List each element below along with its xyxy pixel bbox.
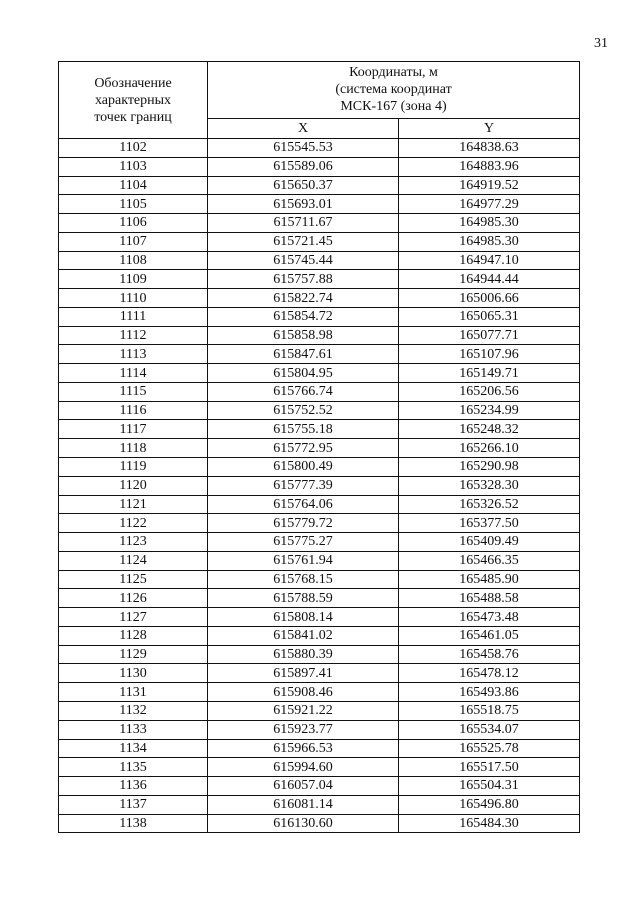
table-row xyxy=(59,533,580,552)
x-coordinate-cell: 615777.39 xyxy=(208,476,399,495)
table-row xyxy=(59,795,580,814)
page-number: 31 xyxy=(594,36,608,51)
table-row xyxy=(59,458,580,477)
coordinates-header-line1: Координаты, м xyxy=(349,65,438,81)
table-row xyxy=(59,345,580,364)
coordinates-table xyxy=(58,61,580,833)
point-id-cell: 1119 xyxy=(59,458,208,477)
x-coordinate-cell: 615711.67 xyxy=(208,214,399,233)
x-coordinate-cell: 615804.95 xyxy=(208,364,399,383)
x-coordinate-cell: 615788.59 xyxy=(208,589,399,608)
point-id-cell: 1106 xyxy=(59,214,208,233)
y-coordinate-cell: 165377.50 xyxy=(399,514,580,533)
point-id-cell: 1109 xyxy=(59,270,208,289)
y-coordinate-cell: 165065.31 xyxy=(399,307,580,326)
table-row xyxy=(59,814,580,833)
table-row xyxy=(59,157,580,176)
table-row xyxy=(59,139,580,158)
x-coordinate-cell: 615589.06 xyxy=(208,157,399,176)
x-coordinate-cell: 615650.37 xyxy=(208,176,399,195)
x-coordinate-cell: 615772.95 xyxy=(208,439,399,458)
point-id-cell: 1120 xyxy=(59,476,208,495)
y-coordinate-cell: 164977.29 xyxy=(399,195,580,214)
table-row xyxy=(59,570,580,589)
x-coordinate-cell: 615897.41 xyxy=(208,664,399,683)
y-coordinate-cell: 165525.78 xyxy=(399,739,580,758)
point-id-cell: 1111 xyxy=(59,307,208,326)
x-coordinate-cell: 615545.53 xyxy=(208,139,399,158)
point-id-cell: 1136 xyxy=(59,777,208,796)
table-row xyxy=(59,514,580,533)
y-coordinate-cell: 165409.49 xyxy=(399,533,580,552)
y-coordinate-cell: 165484.30 xyxy=(399,814,580,833)
point-id-cell: 1130 xyxy=(59,664,208,683)
y-coordinate-cell: 165496.80 xyxy=(399,795,580,814)
y-coordinate-cell: 165461.05 xyxy=(399,626,580,645)
point-id-cell: 1112 xyxy=(59,326,208,345)
point-id-cell: 1132 xyxy=(59,701,208,720)
x-coordinate-cell: 615854.72 xyxy=(208,307,399,326)
y-coordinate-cell: 165290.98 xyxy=(399,458,580,477)
table-row xyxy=(59,777,580,796)
y-coordinate-cell: 165077.71 xyxy=(399,326,580,345)
table-row xyxy=(59,270,580,289)
point-id-cell: 1137 xyxy=(59,795,208,814)
x-coordinate-cell: 615757.88 xyxy=(208,270,399,289)
x-coordinate-cell: 615761.94 xyxy=(208,551,399,570)
x-coordinate-cell: 615800.49 xyxy=(208,458,399,477)
table-row xyxy=(59,551,580,570)
point-id-cell: 1135 xyxy=(59,758,208,777)
y-coordinate-cell: 165458.76 xyxy=(399,645,580,664)
point-id-cell: 1131 xyxy=(59,683,208,702)
table-row xyxy=(59,232,580,251)
y-coordinate-cell: 165485.90 xyxy=(399,570,580,589)
point-id-cell: 1118 xyxy=(59,439,208,458)
x-coordinate-cell: 615764.06 xyxy=(208,495,399,514)
x-coordinate-cell: 615923.77 xyxy=(208,720,399,739)
table-row xyxy=(59,251,580,270)
y-coordinate-cell: 165149.71 xyxy=(399,364,580,383)
y-coordinate-cell: 164944.44 xyxy=(399,270,580,289)
y-coordinate-cell: 165518.75 xyxy=(399,701,580,720)
x-coordinate-cell: 615775.27 xyxy=(208,533,399,552)
x-coordinate-cell: 615752.52 xyxy=(208,401,399,420)
y-coordinate-cell: 165473.48 xyxy=(399,608,580,627)
x-coordinate-cell: 615994.60 xyxy=(208,758,399,777)
y-coordinate-cell: 165493.86 xyxy=(399,683,580,702)
x-coordinate-cell: 615693.01 xyxy=(208,195,399,214)
y-coordinate-cell: 164985.30 xyxy=(399,232,580,251)
table-header xyxy=(59,62,580,139)
y-coordinate-cell: 164838.63 xyxy=(399,139,580,158)
y-column-header: Y xyxy=(399,118,580,138)
table-row xyxy=(59,495,580,514)
y-coordinate-cell: 164919.52 xyxy=(399,176,580,195)
table-row xyxy=(59,645,580,664)
table-row xyxy=(59,608,580,627)
designation-header xyxy=(59,62,208,139)
point-id-cell: 1123 xyxy=(59,533,208,552)
table-row xyxy=(59,420,580,439)
y-coordinate-cell: 164947.10 xyxy=(399,251,580,270)
y-coordinate-cell: 165006.66 xyxy=(399,289,580,308)
point-id-cell: 1115 xyxy=(59,382,208,401)
coordinates-header-line3: МСК-167 (зона 4) xyxy=(340,99,447,115)
y-coordinate-cell: 165328.30 xyxy=(399,476,580,495)
x-coordinate-cell: 615721.45 xyxy=(208,232,399,251)
point-id-cell: 1128 xyxy=(59,626,208,645)
x-coordinate-cell: 615966.53 xyxy=(208,739,399,758)
designation-header-line1: Обозначение xyxy=(94,75,172,91)
point-id-cell: 1113 xyxy=(59,345,208,364)
table-row xyxy=(59,439,580,458)
y-coordinate-cell: 165488.58 xyxy=(399,589,580,608)
point-id-cell: 1133 xyxy=(59,720,208,739)
point-id-cell: 1125 xyxy=(59,570,208,589)
point-id-cell: 1107 xyxy=(59,232,208,251)
point-id-cell: 1116 xyxy=(59,401,208,420)
y-coordinate-cell: 165326.52 xyxy=(399,495,580,514)
point-id-cell: 1105 xyxy=(59,195,208,214)
designation-header-line2: характерных xyxy=(94,92,172,108)
point-id-cell: 1117 xyxy=(59,420,208,439)
y-coordinate-cell: 165478.12 xyxy=(399,664,580,683)
point-id-cell: 1114 xyxy=(59,364,208,383)
x-coordinate-cell: 615880.39 xyxy=(208,645,399,664)
table-row xyxy=(59,195,580,214)
table-row xyxy=(59,307,580,326)
point-id-cell: 1138 xyxy=(59,814,208,833)
coordinates-header xyxy=(208,62,580,119)
y-coordinate-cell: 165206.56 xyxy=(399,382,580,401)
x-coordinate-cell: 615755.18 xyxy=(208,420,399,439)
x-coordinate-cell: 615841.02 xyxy=(208,626,399,645)
table-row xyxy=(59,626,580,645)
y-coordinate-cell: 165107.96 xyxy=(399,345,580,364)
y-coordinate-cell: 164883.96 xyxy=(399,157,580,176)
point-id-cell: 1134 xyxy=(59,739,208,758)
x-coordinate-cell: 615779.72 xyxy=(208,514,399,533)
point-id-cell: 1110 xyxy=(59,289,208,308)
point-id-cell: 1121 xyxy=(59,495,208,514)
y-coordinate-cell: 165266.10 xyxy=(399,439,580,458)
designation-header-line3: точек границ xyxy=(94,109,172,125)
x-coordinate-cell: 615822.74 xyxy=(208,289,399,308)
table-row xyxy=(59,664,580,683)
y-coordinate-cell: 165234.99 xyxy=(399,401,580,420)
table-row xyxy=(59,476,580,495)
table-row xyxy=(59,214,580,233)
point-id-cell: 1126 xyxy=(59,589,208,608)
y-coordinate-cell: 165466.35 xyxy=(399,551,580,570)
y-coordinate-cell: 164985.30 xyxy=(399,214,580,233)
table-row xyxy=(59,683,580,702)
table-body xyxy=(59,139,580,833)
table-row xyxy=(59,758,580,777)
table-row xyxy=(59,382,580,401)
x-coordinate-cell: 615908.46 xyxy=(208,683,399,702)
x-coordinate-cell: 615847.61 xyxy=(208,345,399,364)
table-row xyxy=(59,176,580,195)
point-id-cell: 1104 xyxy=(59,176,208,195)
y-coordinate-cell: 165248.32 xyxy=(399,420,580,439)
table-row xyxy=(59,401,580,420)
x-coordinate-cell: 616081.14 xyxy=(208,795,399,814)
x-coordinate-cell: 615745.44 xyxy=(208,251,399,270)
coordinates-header-line2: (система координат xyxy=(335,82,452,98)
point-id-cell: 1129 xyxy=(59,645,208,664)
table-row xyxy=(59,701,580,720)
x-coordinate-cell: 615921.22 xyxy=(208,701,399,720)
x-coordinate-cell: 616057.04 xyxy=(208,777,399,796)
x-coordinate-cell: 615766.74 xyxy=(208,382,399,401)
table-row xyxy=(59,739,580,758)
point-id-cell: 1124 xyxy=(59,551,208,570)
x-coordinate-cell: 615768.15 xyxy=(208,570,399,589)
y-coordinate-cell: 165534.07 xyxy=(399,720,580,739)
point-id-cell: 1102 xyxy=(59,139,208,158)
point-id-cell: 1103 xyxy=(59,157,208,176)
y-coordinate-cell: 165517.50 xyxy=(399,758,580,777)
point-id-cell: 1127 xyxy=(59,608,208,627)
x-column-header: X xyxy=(208,118,399,138)
x-coordinate-cell: 615858.98 xyxy=(208,326,399,345)
table-row xyxy=(59,720,580,739)
y-coordinate-cell: 165504.31 xyxy=(399,777,580,796)
point-id-cell: 1108 xyxy=(59,251,208,270)
table-row xyxy=(59,589,580,608)
table-row xyxy=(59,364,580,383)
x-coordinate-cell: 615808.14 xyxy=(208,608,399,627)
table-row xyxy=(59,289,580,308)
x-coordinate-cell: 616130.60 xyxy=(208,814,399,833)
point-id-cell: 1122 xyxy=(59,514,208,533)
table-row xyxy=(59,326,580,345)
